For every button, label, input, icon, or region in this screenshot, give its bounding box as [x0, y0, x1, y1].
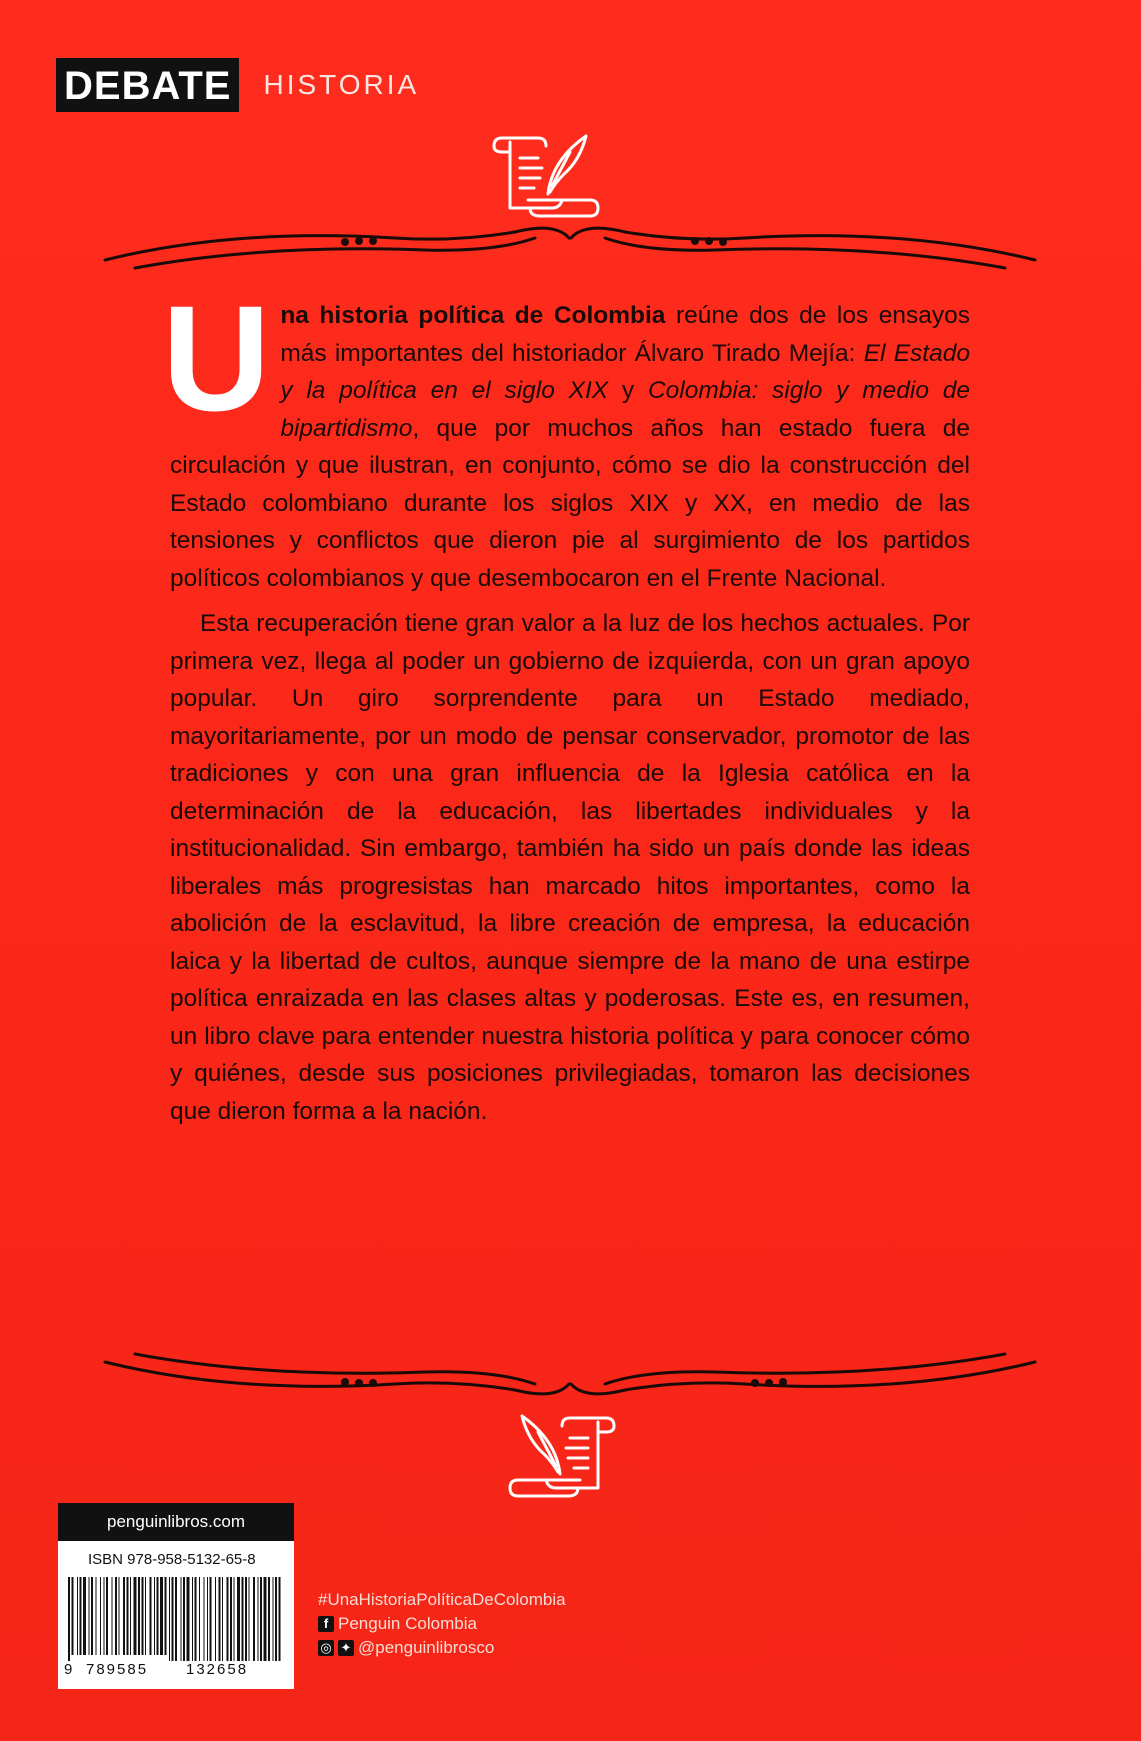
instagram-icon: ◎	[318, 1640, 334, 1656]
collection-name: HISTORIA	[263, 69, 420, 100]
instagram-twitter-link[interactable]: ◎ ✦ @penguinlibrosco	[318, 1636, 566, 1660]
synopsis	[162, 274, 970, 1130]
publisher-name: DEBATE	[56, 58, 239, 112]
publisher-logo	[56, 58, 419, 112]
synopsis-paragraph-2: Esta recuperación tiene gran valor a la luz de los hechos actuales. Por primera vez, llega al poder un gobierno de izquierda, con un gran apoyo popular. Un giro sorprendente para un Estado mediado, mayoritariamente, por un modo de pensar conservador, promotor de las tradiciones y con una gran influencia de la Iglesia católica en la determinación de la educación, las libertades individuales y la institucionalidad. Sin embargo, también ha sido un país donde las ideas liberales más progresistas han marcado hitos importantes, como la abolición de la esclavitud, la libre creación de empresa, la educación laica y la libertad de cultos, aunque siempre de la mano de una estirpe política enraizada en las clases altas y poderosas. Este es, en resumen, un libro clave para entender nuestra historia política y para conocer cómo y quiénes, desde sus posiciones privilegiadas, tomaron las decisiones que dieron forma a la nación.	[170, 610, 970, 1125]
facebook-link[interactable]: f Penguin Colombia	[318, 1612, 566, 1636]
scroll-quill-icon	[490, 130, 610, 230]
book-title-lead: na historia política de Colombia	[280, 302, 666, 329]
ornamental-divider-bottom	[95, 1340, 1045, 1410]
work-title-2: Colombia: siglo y medio de bipartidismo	[280, 377, 970, 442]
scroll-quill-icon-bottom	[498, 1410, 618, 1510]
barcode-block	[58, 1503, 294, 1689]
work-title-1: El Estado y la política en el siglo XIX	[280, 339, 970, 404]
hashtag[interactable]: #UnaHistoriaPolíticaDeColombia	[318, 1590, 566, 1609]
facebook-icon: f	[318, 1616, 334, 1632]
isbn-box: ISBN 978-958-5132-65-8 9 789585 132658	[58, 1541, 294, 1689]
isbn-label: ISBN 978-958-5132-65-8	[88, 1551, 256, 1568]
website-label[interactable]: penguinlibros.com	[58, 1503, 294, 1541]
barcode	[64, 1577, 288, 1661]
synopsis-paragraph-1: Una historia política de Colombia reúne dos de los ensayos más importantes del historiador Álvaro Tirado Mejía: El Estado y la política en el siglo XIX y Colombia: siglo y medio de bipartidismo, que por muchos años han estado fuera de circulación y que ilustran, en conjunto, cómo se dio la construcción del Estado colombiano durante los siglos XIX y XX, en medio de las tensiones y conflictos que dieron pie al surgimiento de los partidos políticos colombianos y que desembocaron en el Frente Nacional.	[162, 274, 970, 592]
drop-cap: U	[162, 274, 271, 442]
twitter-icon: ✦	[338, 1640, 354, 1656]
social-links	[318, 1588, 566, 1660]
